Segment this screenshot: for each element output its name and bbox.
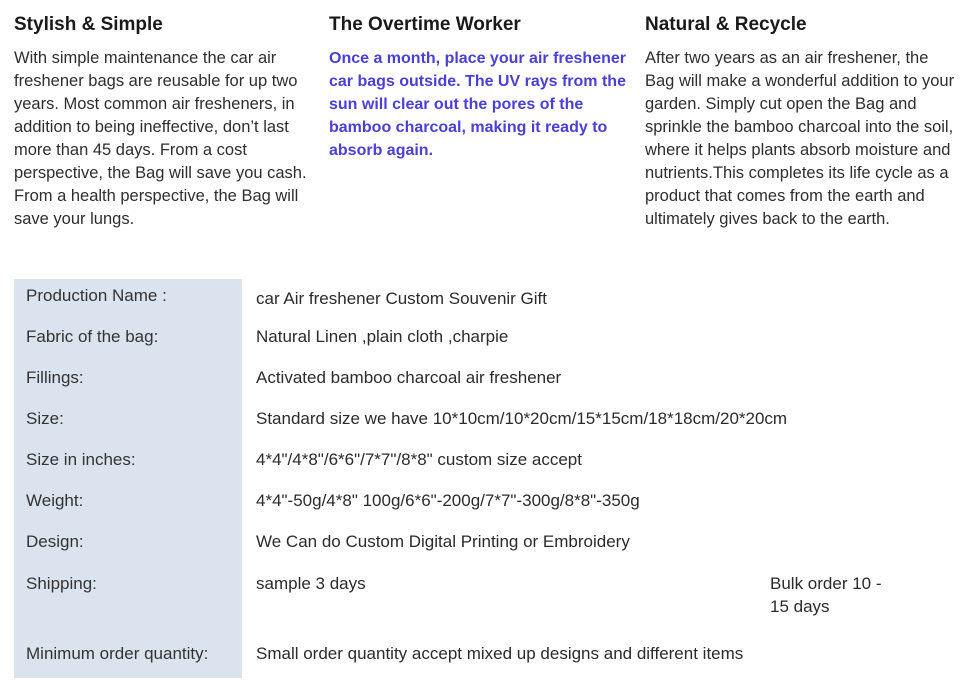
spec-label: Minimum order quantity: bbox=[26, 644, 209, 663]
feature-body-highlight: Once a month, place your air freshener car bags outside. The UV rays from the sun will clear out the pores of the bamboo charcoal, making it ready to absorb again. bbox=[329, 50, 626, 159]
spec-value: Activated bamboo charcoal air freshener bbox=[256, 368, 562, 387]
spec-value: 4*4"-50g/4*8" 100g/6*6"-200g/7*7"-300g/8*8"-350g bbox=[256, 491, 640, 510]
spec-value: Natural Linen ,plain cloth ,charpie bbox=[256, 327, 509, 346]
spec-label: Design: bbox=[26, 532, 84, 551]
feature-column-overtime bbox=[329, 12, 641, 162]
feature-title: The Overtime Worker bbox=[329, 14, 521, 35]
spec-value: sample 3 days bbox=[256, 574, 366, 593]
feature-title: Stylish & Simple bbox=[14, 14, 163, 35]
spec-label: Size: bbox=[26, 409, 64, 428]
feature-column-stylish bbox=[14, 12, 324, 231]
feature-columns bbox=[0, 0, 968, 260]
spec-table bbox=[14, 279, 954, 678]
feature-body: After two years as an air freshener, the Bag will make a wonderful addition to your garden. Simply cut open the Bag and sprinkle the bamboo charcoal into the soil, where it helps plants absorb moisture and nutrients.This completes its life cycle as a product that comes from the earth and ultimately gives back to the earth. bbox=[645, 49, 955, 228]
feature-title: Natural & Recycle bbox=[645, 14, 807, 35]
spec-extra-bulk: Bulk order 10 - 15 days bbox=[770, 574, 882, 616]
spec-label: Production Name : bbox=[26, 286, 167, 305]
spec-value: car Air freshener Custom Souvenir Gift bbox=[256, 289, 548, 308]
spec-label: Shipping: bbox=[26, 574, 97, 593]
spec-value: Standard size we have 10*10cm/10*20cm/15*15cm/18*18cm/20*20cm bbox=[256, 409, 788, 428]
feature-body: With simple maintenance the car air freshener bags are reusable for up two years. Most common air fresheners, in addition to being ineffective, don’t last more than 45 days. From a cost perspective, the Bag will save you cash. From a health perspective, the Bag will save your lungs. bbox=[14, 49, 307, 228]
spec-label: Weight: bbox=[26, 491, 84, 510]
spec-value: Small order quantity accept mixed up designs and different items bbox=[256, 644, 744, 663]
spec-label: Fillings: bbox=[26, 368, 84, 387]
spec-label: Size in inches: bbox=[26, 450, 136, 469]
feature-column-natural bbox=[645, 12, 961, 231]
spec-value: 4*4"/4*8"/6*6"/7*7"/8*8" custom size accept bbox=[256, 450, 582, 469]
spec-label: Fabric of the bag: bbox=[26, 327, 159, 346]
spec-value: We Can do Custom Digital Printing or Embroidery bbox=[256, 532, 630, 551]
